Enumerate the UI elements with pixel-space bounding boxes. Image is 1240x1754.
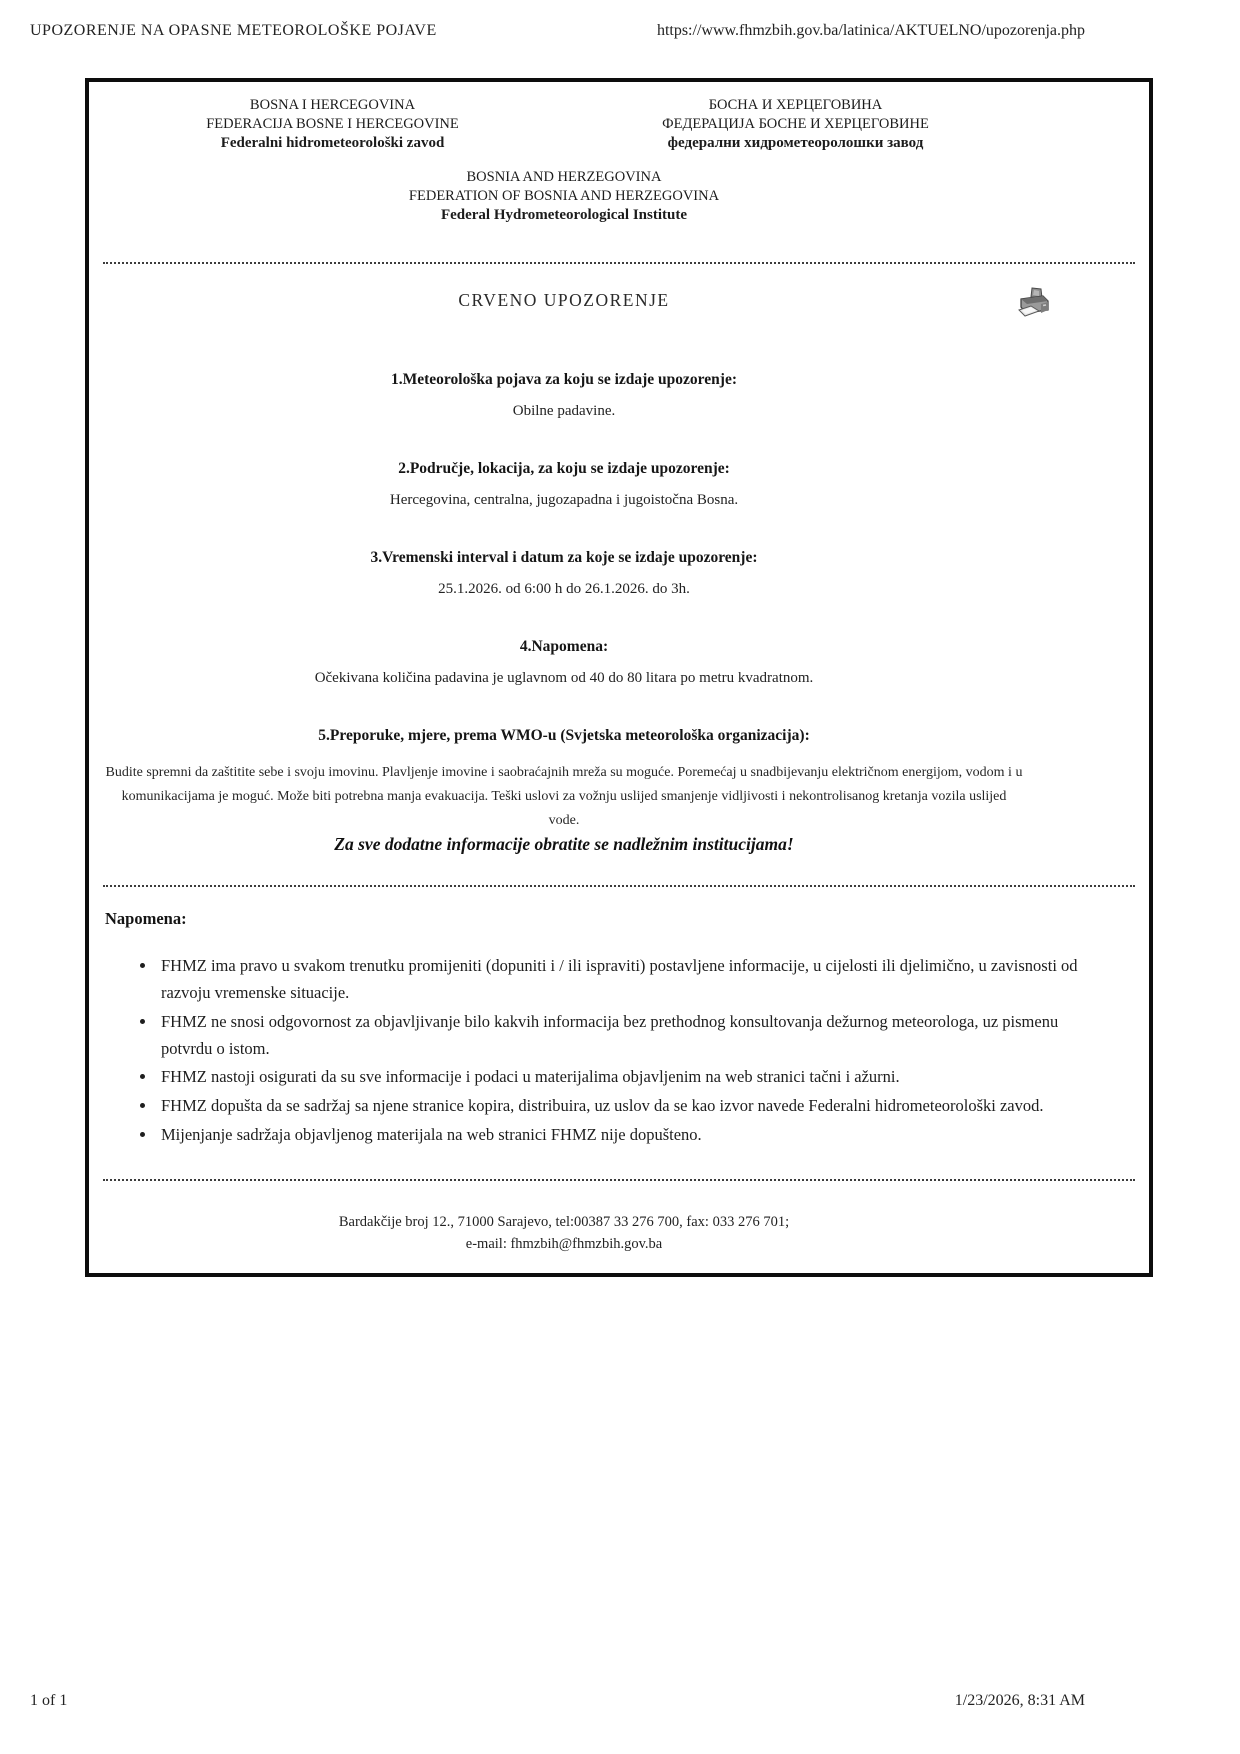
notes-section — [101, 909, 1137, 1148]
section-time-interval — [101, 549, 1137, 598]
section-2-heading: 2.Područje, lokacija, za koju se izdaje upozorenje: — [398, 460, 730, 478]
note-item: • FHMZ dopušta da se sadržaj sa njene stranice kopira, distribuira, uz uslov da se kao izvor navede Federalni hidrometeorološki zavod. — [157, 1093, 1107, 1120]
address-line2: e-mail: fhmzbih@fhmzbih.gov.ba — [465, 1235, 663, 1252]
section-recommendations — [101, 727, 1137, 832]
section-3-heading: 3.Vremenski interval i datum za koje se izdaje upozorenje: — [370, 549, 758, 567]
letterhead-latin — [101, 96, 564, 154]
section-3-body: 25.1.2026. od 6:00 h do 26.1.2026. do 3h. — [438, 581, 690, 598]
printer-icon[interactable] — [1015, 286, 1053, 320]
section-1-heading: 1.Meteorološka pojava za koju se izdaje upozorenje: — [391, 371, 737, 389]
letterhead-cyrillic-line3: федерални хидрометеоролошки завод — [667, 135, 924, 152]
section-meteorological-phenomenon — [101, 371, 1137, 420]
letterhead — [101, 96, 1137, 226]
divider — [103, 885, 1135, 887]
page-number: 1 of 1 — [30, 1692, 68, 1709]
note-item: • FHMZ nastoji osigurati da su sve informacije i podaci u materijalima objavljenim na web stranici tačni i ažurni. — [157, 1064, 1107, 1091]
section-5-heading: 5.Preporuke, mjere, prema WMO-u (Svjetska meteorološka organizacija): — [318, 727, 810, 745]
letterhead-english-line1: BOSNIA AND HERZEGOVINA — [466, 169, 662, 186]
warning-document — [85, 78, 1153, 1277]
divider — [103, 262, 1135, 264]
letterhead-latin-line3: Federalni hidrometeorološki zavod — [220, 135, 445, 152]
letterhead-english-line2: FEDERATION OF BOSNIA AND HERZEGOVINA — [408, 188, 720, 205]
print-datetime: 1/23/2026, 8:31 AM — [954, 1692, 1085, 1709]
warning-title: CRVENO UPOZORENJE — [458, 290, 670, 311]
letterhead-english — [101, 168, 1027, 226]
document-url: https://www.fhmzbih.gov.ba/latinica/AKTUELNO/upozorenja.php — [656, 22, 1085, 39]
section-1-body: Obilne padavine. — [512, 403, 616, 420]
section-4-heading: 4.Napomena: — [519, 638, 609, 656]
section-5-body: Budite spremni da zaštitite sebe i svoju imovinu. Plavljenje imovine i saobraćajnih mreža su moguće. Poremećaj u snadbijevanju električnom energijom, vodom i u komunikacijama je moguć. Može biti potrebna manja evakuacija. Teški uslovi za vožnju uslijed smanjenje vidljivosti i nekontrolisanog kretanja vozila uslijed vode. — [105, 765, 1023, 828]
section-area-location — [101, 460, 1137, 509]
institute-address — [101, 1211, 1137, 1256]
address-line1: Bardakčije broj 12., 71000 Sarajevo, tel:00387 33 276 700, fax: 033 276 701; — [338, 1213, 790, 1230]
print-header — [30, 22, 1085, 40]
note-item: • FHMZ ne snosi odgovornost za objavljivanje bilo kakvih informacija bez prethodnog konsultovanja dežurnog meteorologa, uz pismenu potvrdu o istom. — [157, 1009, 1107, 1062]
notes-heading: Napomena: — [105, 909, 187, 929]
divider — [103, 1179, 1135, 1181]
warning-title-row — [101, 290, 1137, 311]
print-footer — [30, 1692, 1085, 1710]
document-title: UPOZORENJE NA OPASNE METEOROLOŠKE POJAVE — [30, 22, 437, 39]
section-2-body: Hercegovina, centralna, jugozapadna i jugoistočna Bosna. — [389, 492, 739, 509]
emphasis-note: Za sve dodatne informacije obratite se nadležnim institucijama! — [334, 834, 794, 855]
letterhead-english-line3: Federal Hydrometeorological Institute — [440, 207, 688, 224]
letterhead-cyrillic-line2: ФЕДЕРАЦИЈА БОСНЕ И ХЕРЦЕГОВИНЕ — [662, 116, 929, 133]
letterhead-cyrillic-line1: БОСНА И ХЕРЦЕГОВИНА — [708, 97, 883, 113]
notes-list — [157, 953, 1107, 1148]
section-4-body: Očekivana količina padavina je uglavnom od 40 do 80 litara po metru kvadratnom. — [314, 670, 814, 687]
section-note — [101, 638, 1137, 687]
letterhead-cyrillic — [564, 96, 1027, 154]
letterhead-latin-line1: BOSNA I HERCEGOVINA — [249, 97, 416, 113]
letterhead-latin-line2: FEDERACIJA BOSNE I HERCEGOVINE — [206, 116, 459, 133]
note-item: • FHMZ ima pravo u svakom trenutku promijeniti (dopuniti i / ili ispraviti) postavljene informacije, u cijelosti ili djelimično, u zavisnosti od razvoju vremenske situacije. — [157, 953, 1107, 1006]
note-item: • Mijenjanje sadržaja objavljenog materijala na web stranici FHMZ nije dopušteno. — [157, 1122, 1107, 1149]
